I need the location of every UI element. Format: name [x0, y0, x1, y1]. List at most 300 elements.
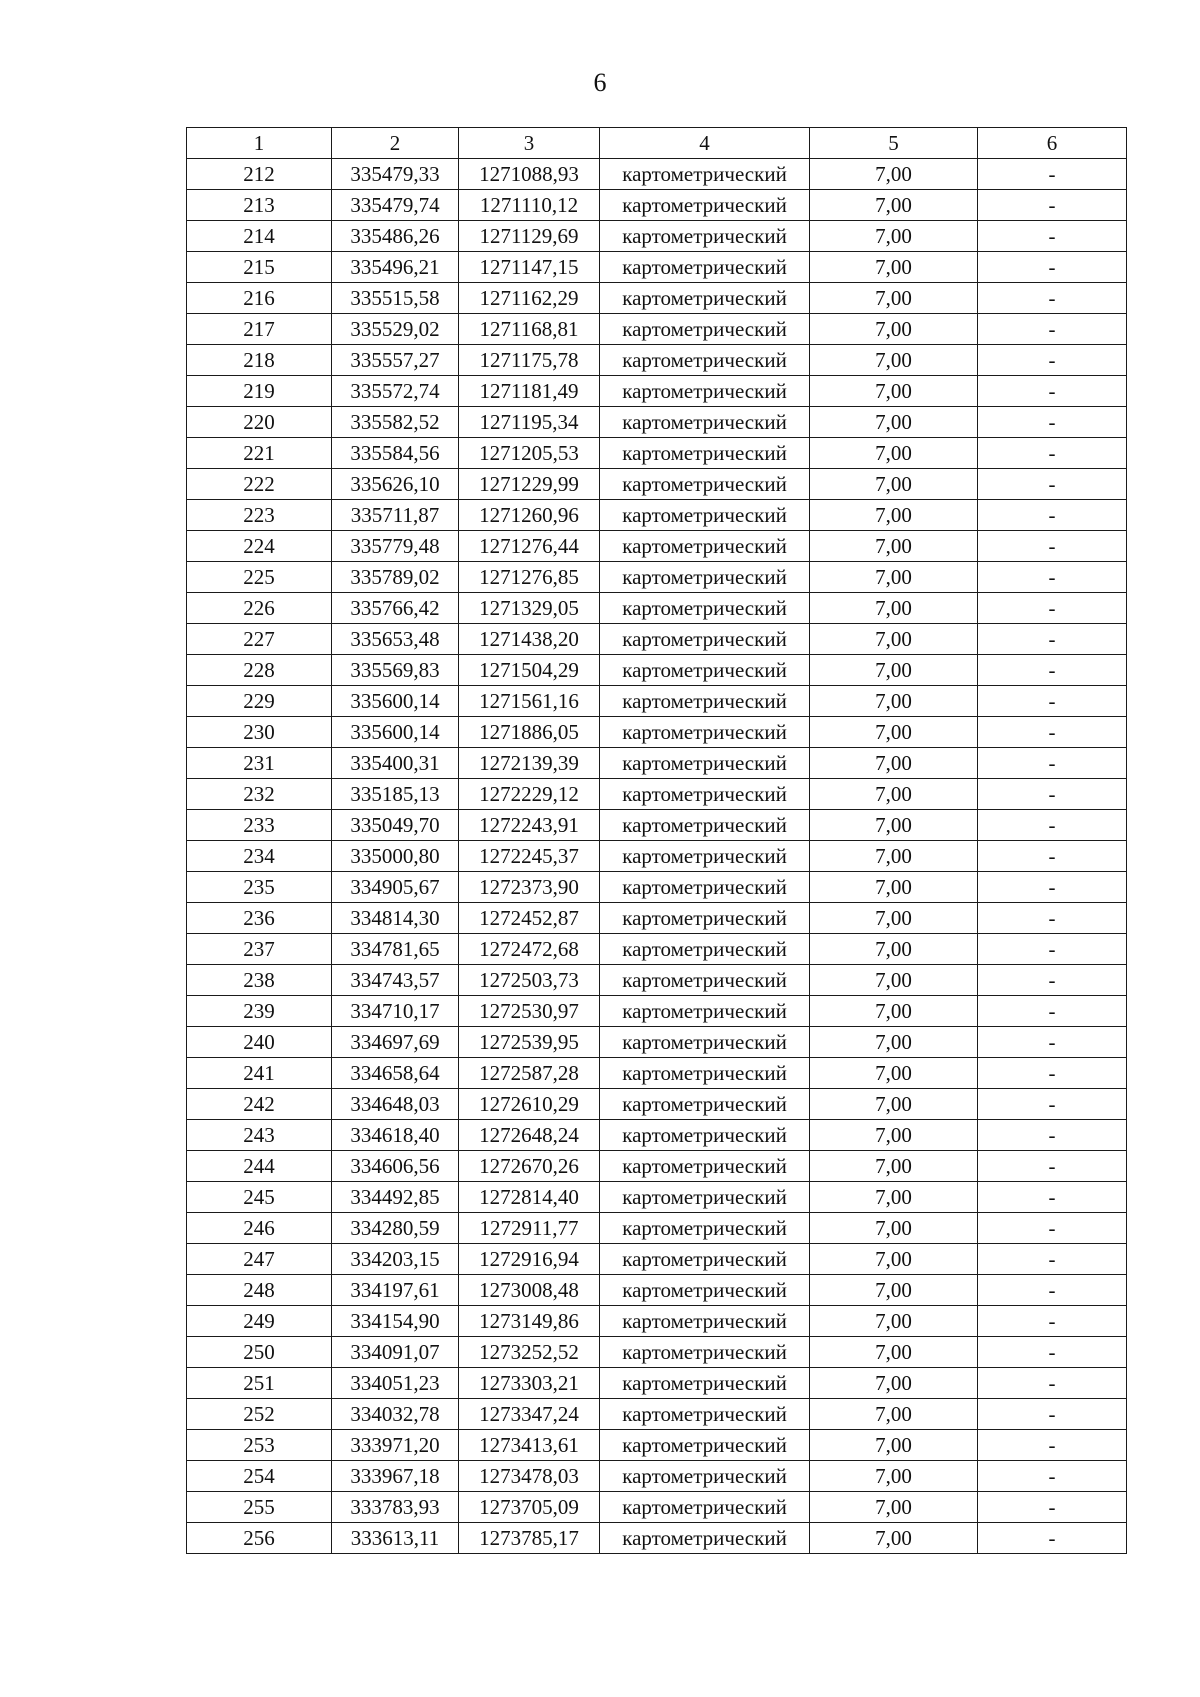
note-cell: -: [978, 1027, 1127, 1058]
note-cell: -: [978, 1213, 1127, 1244]
note-cell: -: [978, 1368, 1127, 1399]
note-cell: -: [978, 686, 1127, 717]
accuracy-cell: 7,00: [810, 934, 978, 965]
table-row: [187, 655, 1127, 686]
note-cell: -: [978, 1337, 1127, 1368]
accuracy-cell: 7,00: [810, 1523, 978, 1554]
note-cell: -: [978, 221, 1127, 252]
table-row: [187, 1523, 1127, 1554]
table-row: [187, 438, 1127, 469]
accuracy-cell: 7,00: [810, 469, 978, 500]
x-coordinate-cell: 335185,13: [332, 779, 459, 810]
point-number-cell: 243: [187, 1120, 332, 1151]
y-coordinate-cell: 1271886,05: [459, 717, 600, 748]
y-coordinate-cell: 1273008,48: [459, 1275, 600, 1306]
point-number-cell: 245: [187, 1182, 332, 1213]
x-coordinate-cell: 335400,31: [332, 748, 459, 779]
x-coordinate-cell: 334905,67: [332, 872, 459, 903]
accuracy-cell: 7,00: [810, 314, 978, 345]
accuracy-cell: 7,00: [810, 531, 978, 562]
x-coordinate-cell: 335653,48: [332, 624, 459, 655]
method-cell: картометрический: [600, 500, 810, 531]
y-coordinate-cell: 1271195,34: [459, 407, 600, 438]
accuracy-cell: 7,00: [810, 252, 978, 283]
table-row: [187, 1213, 1127, 1244]
accuracy-cell: 7,00: [810, 624, 978, 655]
x-coordinate-cell: 335572,74: [332, 376, 459, 407]
table-row: [187, 1399, 1127, 1430]
note-cell: -: [978, 717, 1127, 748]
table-body: [187, 159, 1127, 1554]
note-cell: -: [978, 500, 1127, 531]
table-header-row: [187, 128, 1127, 159]
y-coordinate-cell: 1272587,28: [459, 1058, 600, 1089]
point-number-cell: 224: [187, 531, 332, 562]
point-number-cell: 247: [187, 1244, 332, 1275]
method-cell: картометрический: [600, 469, 810, 500]
note-cell: -: [978, 407, 1127, 438]
point-number-cell: 241: [187, 1058, 332, 1089]
y-coordinate-cell: 1272814,40: [459, 1182, 600, 1213]
accuracy-cell: 7,00: [810, 221, 978, 252]
method-cell: картометрический: [600, 1337, 810, 1368]
note-cell: -: [978, 159, 1127, 190]
method-cell: картометрический: [600, 748, 810, 779]
table-row: [187, 779, 1127, 810]
x-coordinate-cell: 334710,17: [332, 996, 459, 1027]
note-cell: -: [978, 1244, 1127, 1275]
y-coordinate-cell: 1272503,73: [459, 965, 600, 996]
y-coordinate-cell: 1272911,77: [459, 1213, 600, 1244]
note-cell: -: [978, 531, 1127, 562]
point-number-cell: 226: [187, 593, 332, 624]
x-coordinate-cell: 334280,59: [332, 1213, 459, 1244]
point-number-cell: 249: [187, 1306, 332, 1337]
accuracy-cell: 7,00: [810, 438, 978, 469]
y-coordinate-cell: 1271162,29: [459, 283, 600, 314]
point-number-cell: 219: [187, 376, 332, 407]
table-row: [187, 965, 1127, 996]
column-header: 3: [459, 128, 600, 159]
accuracy-cell: 7,00: [810, 1430, 978, 1461]
point-number-cell: 230: [187, 717, 332, 748]
point-number-cell: 233: [187, 810, 332, 841]
y-coordinate-cell: 1272373,90: [459, 872, 600, 903]
method-cell: картометрический: [600, 376, 810, 407]
accuracy-cell: 7,00: [810, 1306, 978, 1337]
point-number-cell: 238: [187, 965, 332, 996]
y-coordinate-cell: 1271129,69: [459, 221, 600, 252]
x-coordinate-cell: 334658,64: [332, 1058, 459, 1089]
y-coordinate-cell: 1271229,99: [459, 469, 600, 500]
table-row: [187, 624, 1127, 655]
point-number-cell: 252: [187, 1399, 332, 1430]
note-cell: -: [978, 1120, 1127, 1151]
note-cell: -: [978, 283, 1127, 314]
method-cell: картометрический: [600, 562, 810, 593]
accuracy-cell: 7,00: [810, 1027, 978, 1058]
accuracy-cell: 7,00: [810, 376, 978, 407]
table-row: [187, 841, 1127, 872]
x-coordinate-cell: 334091,07: [332, 1337, 459, 1368]
point-number-cell: 221: [187, 438, 332, 469]
point-number-cell: 240: [187, 1027, 332, 1058]
y-coordinate-cell: 1271561,16: [459, 686, 600, 717]
x-coordinate-cell: 333613,11: [332, 1523, 459, 1554]
accuracy-cell: 7,00: [810, 841, 978, 872]
accuracy-cell: 7,00: [810, 872, 978, 903]
method-cell: картометрический: [600, 1275, 810, 1306]
y-coordinate-cell: 1271276,85: [459, 562, 600, 593]
x-coordinate-cell: 334618,40: [332, 1120, 459, 1151]
table-row: [187, 1058, 1127, 1089]
point-number-cell: 251: [187, 1368, 332, 1399]
x-coordinate-cell: 335515,58: [332, 283, 459, 314]
accuracy-cell: 7,00: [810, 1089, 978, 1120]
table-row: [187, 593, 1127, 624]
point-number-cell: 228: [187, 655, 332, 686]
table-row: [187, 562, 1127, 593]
note-cell: -: [978, 996, 1127, 1027]
y-coordinate-cell: 1272229,12: [459, 779, 600, 810]
x-coordinate-cell: 335626,10: [332, 469, 459, 500]
point-number-cell: 242: [187, 1089, 332, 1120]
accuracy-cell: 7,00: [810, 1151, 978, 1182]
y-coordinate-cell: 1272452,87: [459, 903, 600, 934]
note-cell: -: [978, 345, 1127, 376]
y-coordinate-cell: 1273785,17: [459, 1523, 600, 1554]
accuracy-cell: 7,00: [810, 1244, 978, 1275]
method-cell: картометрический: [600, 841, 810, 872]
method-cell: картометрический: [600, 996, 810, 1027]
method-cell: картометрический: [600, 903, 810, 934]
y-coordinate-cell: 1273149,86: [459, 1306, 600, 1337]
method-cell: картометрический: [600, 531, 810, 562]
accuracy-cell: 7,00: [810, 593, 978, 624]
table-row: [187, 1492, 1127, 1523]
method-cell: картометрический: [600, 1027, 810, 1058]
method-cell: картометрический: [600, 655, 810, 686]
point-number-cell: 253: [187, 1430, 332, 1461]
y-coordinate-cell: 1271110,12: [459, 190, 600, 221]
point-number-cell: 220: [187, 407, 332, 438]
point-number-cell: 234: [187, 841, 332, 872]
table-row: [187, 903, 1127, 934]
accuracy-cell: 7,00: [810, 717, 978, 748]
point-number-cell: 246: [187, 1213, 332, 1244]
accuracy-cell: 7,00: [810, 903, 978, 934]
column-header: 5: [810, 128, 978, 159]
y-coordinate-cell: 1272245,37: [459, 841, 600, 872]
note-cell: -: [978, 655, 1127, 686]
method-cell: картометрический: [600, 345, 810, 376]
x-coordinate-cell: 334697,69: [332, 1027, 459, 1058]
coordinates-table: [186, 127, 1127, 1554]
table-row: [187, 1461, 1127, 1492]
point-number-cell: 248: [187, 1275, 332, 1306]
table-row: [187, 314, 1127, 345]
method-cell: картометрический: [600, 717, 810, 748]
method-cell: картометрический: [600, 221, 810, 252]
x-coordinate-cell: 334648,03: [332, 1089, 459, 1120]
table-row: [187, 252, 1127, 283]
table-row: [187, 934, 1127, 965]
x-coordinate-cell: 334032,78: [332, 1399, 459, 1430]
method-cell: картометрический: [600, 1213, 810, 1244]
x-coordinate-cell: 334492,85: [332, 1182, 459, 1213]
note-cell: -: [978, 748, 1127, 779]
point-number-cell: 214: [187, 221, 332, 252]
note-cell: -: [978, 1523, 1127, 1554]
point-number-cell: 244: [187, 1151, 332, 1182]
y-coordinate-cell: 1273303,21: [459, 1368, 600, 1399]
column-header: 2: [332, 128, 459, 159]
table-row: [187, 686, 1127, 717]
table-row: [187, 283, 1127, 314]
x-coordinate-cell: 335557,27: [332, 345, 459, 376]
x-coordinate-cell: 335600,14: [332, 686, 459, 717]
point-number-cell: 237: [187, 934, 332, 965]
y-coordinate-cell: 1272472,68: [459, 934, 600, 965]
x-coordinate-cell: 333783,93: [332, 1492, 459, 1523]
accuracy-cell: 7,00: [810, 283, 978, 314]
x-coordinate-cell: 335569,83: [332, 655, 459, 686]
table-row: [187, 872, 1127, 903]
point-number-cell: 250: [187, 1337, 332, 1368]
y-coordinate-cell: 1272916,94: [459, 1244, 600, 1275]
table-row: [187, 996, 1127, 1027]
point-number-cell: 236: [187, 903, 332, 934]
method-cell: картометрический: [600, 1368, 810, 1399]
x-coordinate-cell: 335779,48: [332, 531, 459, 562]
note-cell: -: [978, 562, 1127, 593]
accuracy-cell: 7,00: [810, 190, 978, 221]
note-cell: -: [978, 190, 1127, 221]
x-coordinate-cell: 335582,52: [332, 407, 459, 438]
y-coordinate-cell: 1271147,15: [459, 252, 600, 283]
x-coordinate-cell: 334197,61: [332, 1275, 459, 1306]
table-row: [187, 1182, 1127, 1213]
table-row: [187, 1151, 1127, 1182]
method-cell: картометрический: [600, 1492, 810, 1523]
y-coordinate-cell: 1272530,97: [459, 996, 600, 1027]
column-header: 4: [600, 128, 810, 159]
y-coordinate-cell: 1271088,93: [459, 159, 600, 190]
x-coordinate-cell: 335479,74: [332, 190, 459, 221]
accuracy-cell: 7,00: [810, 1182, 978, 1213]
y-coordinate-cell: 1272539,95: [459, 1027, 600, 1058]
note-cell: -: [978, 841, 1127, 872]
y-coordinate-cell: 1272670,26: [459, 1151, 600, 1182]
method-cell: картометрический: [600, 1399, 810, 1430]
point-number-cell: 231: [187, 748, 332, 779]
note-cell: -: [978, 624, 1127, 655]
point-number-cell: 239: [187, 996, 332, 1027]
y-coordinate-cell: 1271205,53: [459, 438, 600, 469]
note-cell: -: [978, 593, 1127, 624]
point-number-cell: 229: [187, 686, 332, 717]
point-number-cell: 232: [187, 779, 332, 810]
point-number-cell: 235: [187, 872, 332, 903]
accuracy-cell: 7,00: [810, 779, 978, 810]
table-row: [187, 531, 1127, 562]
column-header: 6: [978, 128, 1127, 159]
method-cell: картометрический: [600, 965, 810, 996]
note-cell: -: [978, 1182, 1127, 1213]
point-number-cell: 218: [187, 345, 332, 376]
note-cell: -: [978, 1058, 1127, 1089]
x-coordinate-cell: 335479,33: [332, 159, 459, 190]
method-cell: картометрический: [600, 872, 810, 903]
x-coordinate-cell: 334781,65: [332, 934, 459, 965]
table-row: [187, 190, 1127, 221]
note-cell: -: [978, 1430, 1127, 1461]
y-coordinate-cell: 1271175,78: [459, 345, 600, 376]
method-cell: картометрический: [600, 190, 810, 221]
point-number-cell: 215: [187, 252, 332, 283]
x-coordinate-cell: 335789,02: [332, 562, 459, 593]
x-coordinate-cell: 334154,90: [332, 1306, 459, 1337]
accuracy-cell: 7,00: [810, 965, 978, 996]
x-coordinate-cell: 335711,87: [332, 500, 459, 531]
method-cell: картометрический: [600, 1151, 810, 1182]
table-row: [187, 221, 1127, 252]
method-cell: картометрический: [600, 779, 810, 810]
x-coordinate-cell: 334203,15: [332, 1244, 459, 1275]
accuracy-cell: 7,00: [810, 1337, 978, 1368]
y-coordinate-cell: 1271276,44: [459, 531, 600, 562]
accuracy-cell: 7,00: [810, 655, 978, 686]
table-row: [187, 376, 1127, 407]
x-coordinate-cell: 335529,02: [332, 314, 459, 345]
method-cell: картометрический: [600, 1461, 810, 1492]
method-cell: картометрический: [600, 1523, 810, 1554]
table-row: [187, 159, 1127, 190]
point-number-cell: 256: [187, 1523, 332, 1554]
note-cell: -: [978, 1275, 1127, 1306]
y-coordinate-cell: 1272610,29: [459, 1089, 600, 1120]
y-coordinate-cell: 1273705,09: [459, 1492, 600, 1523]
x-coordinate-cell: 334606,56: [332, 1151, 459, 1182]
method-cell: картометрический: [600, 686, 810, 717]
point-number-cell: 227: [187, 624, 332, 655]
method-cell: картометрический: [600, 810, 810, 841]
table-row: [187, 407, 1127, 438]
table-row: [187, 1430, 1127, 1461]
x-coordinate-cell: 335000,80: [332, 841, 459, 872]
table-row: [187, 500, 1127, 531]
x-coordinate-cell: 335600,14: [332, 717, 459, 748]
method-cell: картометрический: [600, 624, 810, 655]
point-number-cell: 212: [187, 159, 332, 190]
accuracy-cell: 7,00: [810, 500, 978, 531]
table-row: [187, 1027, 1127, 1058]
table-row: [187, 469, 1127, 500]
note-cell: -: [978, 438, 1127, 469]
accuracy-cell: 7,00: [810, 1275, 978, 1306]
method-cell: картометрический: [600, 1306, 810, 1337]
note-cell: -: [978, 779, 1127, 810]
accuracy-cell: 7,00: [810, 562, 978, 593]
x-coordinate-cell: 335766,42: [332, 593, 459, 624]
accuracy-cell: 7,00: [810, 748, 978, 779]
table-row: [187, 1120, 1127, 1151]
table-row: [187, 810, 1127, 841]
accuracy-cell: 7,00: [810, 1399, 978, 1430]
table-row: [187, 345, 1127, 376]
note-cell: -: [978, 965, 1127, 996]
note-cell: -: [978, 1461, 1127, 1492]
method-cell: картометрический: [600, 159, 810, 190]
accuracy-cell: 7,00: [810, 1120, 978, 1151]
method-cell: картометрический: [600, 252, 810, 283]
accuracy-cell: 7,00: [810, 407, 978, 438]
y-coordinate-cell: 1272139,39: [459, 748, 600, 779]
x-coordinate-cell: 334051,23: [332, 1368, 459, 1399]
table-row: [187, 1306, 1127, 1337]
note-cell: -: [978, 1399, 1127, 1430]
method-cell: картометрический: [600, 1182, 810, 1213]
note-cell: -: [978, 1492, 1127, 1523]
point-number-cell: 254: [187, 1461, 332, 1492]
method-cell: картометрический: [600, 593, 810, 624]
accuracy-cell: 7,00: [810, 996, 978, 1027]
y-coordinate-cell: 1271329,05: [459, 593, 600, 624]
method-cell: картометрический: [600, 1244, 810, 1275]
y-coordinate-cell: 1271168,81: [459, 314, 600, 345]
note-cell: -: [978, 934, 1127, 965]
x-coordinate-cell: 335049,70: [332, 810, 459, 841]
point-number-cell: 222: [187, 469, 332, 500]
point-number-cell: 217: [187, 314, 332, 345]
table-row: [187, 1244, 1127, 1275]
method-cell: картометрический: [600, 438, 810, 469]
x-coordinate-cell: 335496,21: [332, 252, 459, 283]
table-row: [187, 1337, 1127, 1368]
x-coordinate-cell: 334814,30: [332, 903, 459, 934]
method-cell: картометрический: [600, 1430, 810, 1461]
y-coordinate-cell: 1273347,24: [459, 1399, 600, 1430]
method-cell: картометрический: [600, 314, 810, 345]
note-cell: -: [978, 1151, 1127, 1182]
x-coordinate-cell: 335486,26: [332, 221, 459, 252]
y-coordinate-cell: 1271181,49: [459, 376, 600, 407]
accuracy-cell: 7,00: [810, 159, 978, 190]
table-row: [187, 717, 1127, 748]
point-number-cell: 255: [187, 1492, 332, 1523]
method-cell: картометрический: [600, 283, 810, 314]
note-cell: -: [978, 1089, 1127, 1120]
note-cell: -: [978, 252, 1127, 283]
y-coordinate-cell: 1272243,91: [459, 810, 600, 841]
note-cell: -: [978, 810, 1127, 841]
y-coordinate-cell: 1273252,52: [459, 1337, 600, 1368]
table-row: [187, 748, 1127, 779]
x-coordinate-cell: 334743,57: [332, 965, 459, 996]
note-cell: -: [978, 314, 1127, 345]
accuracy-cell: 7,00: [810, 686, 978, 717]
y-coordinate-cell: 1271260,96: [459, 500, 600, 531]
table-row: [187, 1368, 1127, 1399]
point-number-cell: 225: [187, 562, 332, 593]
point-number-cell: 223: [187, 500, 332, 531]
note-cell: -: [978, 469, 1127, 500]
x-coordinate-cell: 335584,56: [332, 438, 459, 469]
accuracy-cell: 7,00: [810, 345, 978, 376]
point-number-cell: 213: [187, 190, 332, 221]
accuracy-cell: 7,00: [810, 810, 978, 841]
y-coordinate-cell: 1273478,03: [459, 1461, 600, 1492]
